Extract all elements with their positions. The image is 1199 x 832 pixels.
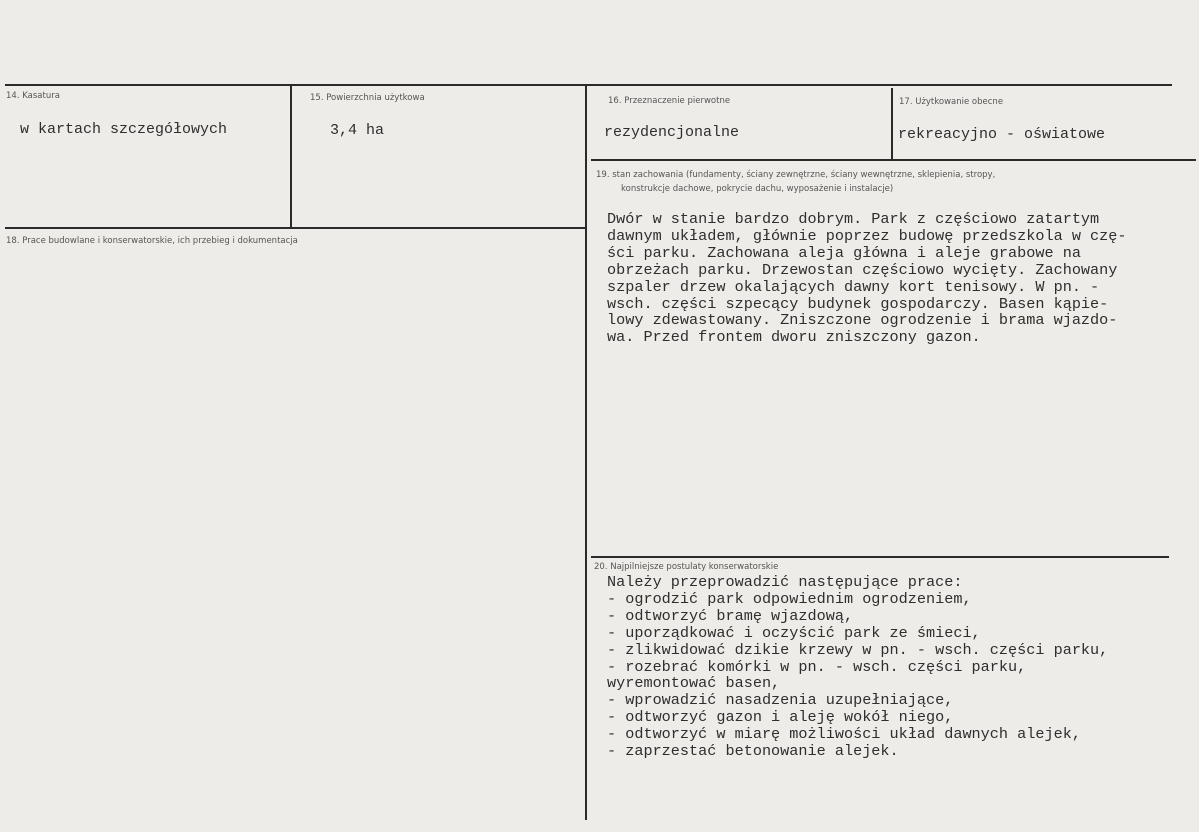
field-19-line: wsch. części szpecący budynek gospodarczy. Basen kąpie- — [607, 294, 1109, 313]
field-19-label-line2: konstrukcje dachowe, pokrycie dachu, wyposażenie i instalacje) — [621, 184, 894, 194]
field-19-line: dawnym układem, głównie poprzez budowę przedszkola w czę- — [607, 226, 1127, 245]
field-19-line: lowy zdewastowany. Zniszczone ogrodzenie i brama wjazdo- — [607, 311, 1118, 330]
field-19-text — [607, 211, 1127, 346]
rule-18-top — [5, 227, 587, 229]
field-20-line: wyremontować basen, — [607, 674, 781, 693]
field-14-value: w kartach szczegółowych — [20, 121, 228, 138]
field-20-line: - uporządkować i oczyścić park ze śmieci, — [607, 623, 981, 642]
divider-14-15 — [290, 85, 292, 228]
divider-15-16 — [585, 85, 587, 820]
field-19-line: obrzeżach parku. Drzewostan częściowo wycięty. Zachowany — [607, 260, 1118, 279]
field-20-line: - odtworzyć gazon i aleję wokół niego, — [607, 708, 954, 727]
field-20-label: 20. Najpilniejsze postulaty konserwatorskie — [594, 562, 779, 572]
field-20-line: - zlikwidować dzikie krzewy w pn. - wsch. części parku, — [607, 640, 1109, 659]
field-20-line: Należy przeprowadzić następujące prace: — [607, 573, 963, 591]
field-20-line: - wprowadzić nasadzenia uzupełniające, — [607, 691, 954, 710]
field-17-label: 17. Użytkowanie obecne — [899, 97, 1004, 107]
field-19-label-line1: 19. stan zachowania (fundamenty, ściany zewnętrzne, ściany wewnętrzne, sklepienia, stropy, — [596, 170, 996, 180]
field-19-line: wa. Przed frontem dworu zniszczony gazon. — [607, 328, 981, 347]
divider-16-17 — [891, 88, 893, 160]
field-20-line: - odtworzyć bramę wjazdową, — [607, 606, 854, 625]
field-19-line: ści parku. Zachowana aleja główna i aleje grabowe na — [607, 243, 1081, 262]
rule-16-17-bottom — [591, 159, 1196, 161]
field-16-value: rezydencjonalne — [604, 124, 740, 141]
field-15-label: 15. Powierzchnia użytkowa — [310, 93, 425, 103]
field-15-value: 3,4 ha — [330, 122, 385, 139]
field-20-line: - odtworzyć w miarę możliwości układ dawnych alejek, — [607, 725, 1081, 744]
field-20-line: - zaprzestać betonowanie alejek. — [607, 742, 899, 761]
field-19-line: Dwór w stanie bardzo dobrym. Park z częściowo zatartym — [607, 210, 1100, 228]
field-16-label: 16. Przeznaczenie pierwotne — [608, 96, 731, 106]
field-19-line: szpaler drzew okalających dawny kort tenisowy. W pn. - — [607, 277, 1100, 296]
field-20-line: - ogrodzić park odpowiednim ogrodzeniem, — [607, 589, 972, 608]
field-20-text — [607, 574, 1108, 760]
rule-20-top — [591, 556, 1169, 558]
field-17-value: rekreacyjno - oświatowe — [898, 126, 1106, 143]
field-18-label: 18. Prace budowlane i konserwatorskie, ich przebieg i dokumentacja — [6, 236, 298, 246]
top-rule — [5, 84, 1172, 86]
field-20-line: - rozebrać komórki w pn. - wsch. części parku, — [607, 657, 1027, 676]
field-14-label: 14. Kasatura — [6, 91, 60, 101]
